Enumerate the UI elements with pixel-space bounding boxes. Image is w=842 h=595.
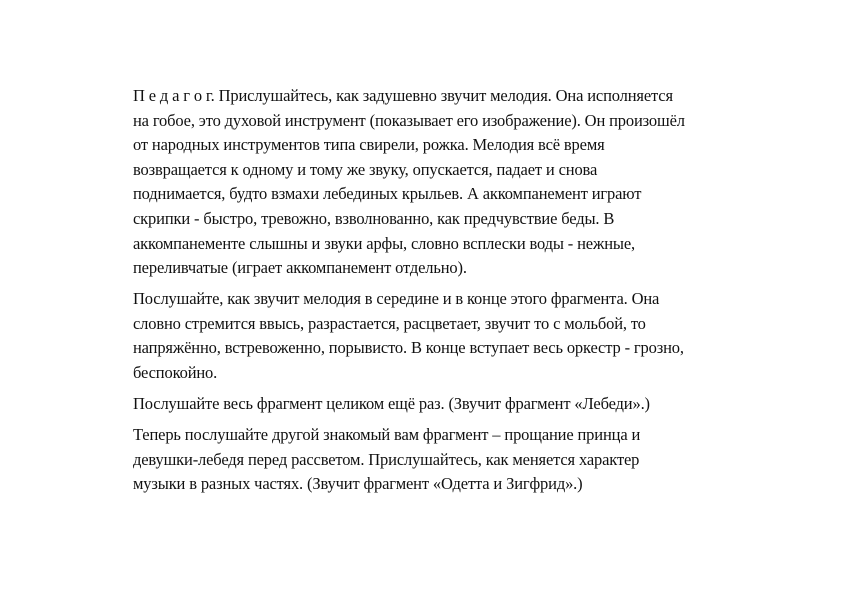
text-line: возвращается к одному и тому же звуку, опускается, падает и снова [133, 159, 598, 179]
text-line: на гобое, это духовой инструмент (показывает его изображение). Он произошёл [133, 110, 685, 130]
text-line: П е д а г о г. Прислушайтесь, как задушевно звучит мелодия. Она исполняется [133, 86, 673, 105]
text-line: беспокойно. [133, 363, 218, 383]
paragraph-melody-middle-end [133, 287, 753, 385]
document-body [133, 84, 753, 504]
text-line: аккомпанементе слышны и звуки арфы, словно всплески воды - нежные, [133, 233, 635, 253]
text-line: от народных инструментов типа свирели, рожка. Мелодия всё время [133, 135, 605, 155]
paragraph-farewell-fragment [133, 423, 753, 497]
paragraph-listen-again [133, 392, 753, 417]
text-line: Послушайте, как звучит мелодия в середине и в конце этого фрагмента. Она [133, 289, 660, 309]
text-line: девушки-лебедя перед рассветом. Прислушайтесь, как меняется характер [133, 449, 640, 469]
text-line: напряжённо, встревоженно, порывисто. В конце вступает весь оркестр - грозно, [133, 338, 684, 358]
text-line: Послушайте весь фрагмент целиком ещё раз. (Звучит фрагмент «Лебеди».) [133, 394, 650, 414]
text-line: словно стремится ввысь, разрастается, расцветает, звучит то с мольбой, то [133, 313, 646, 333]
text-line: музыки в разных частях. (Звучит фрагмент «Одетта и Зигфрид».) [133, 474, 583, 494]
text-line: поднимается, будто взмахи лебединых крыльев. А аккомпанемент играют [133, 184, 642, 204]
text-line: скрипки - быстро, тревожно, взволнованно, как предчувствие беды. В [133, 208, 615, 228]
paragraph-teacher-intro [133, 84, 753, 281]
text-line: Теперь послушайте другой знакомый вам фрагмент – прощание принца и [133, 425, 641, 445]
text-line: переливчатые (играет аккомпанемент отдельно). [133, 258, 467, 278]
